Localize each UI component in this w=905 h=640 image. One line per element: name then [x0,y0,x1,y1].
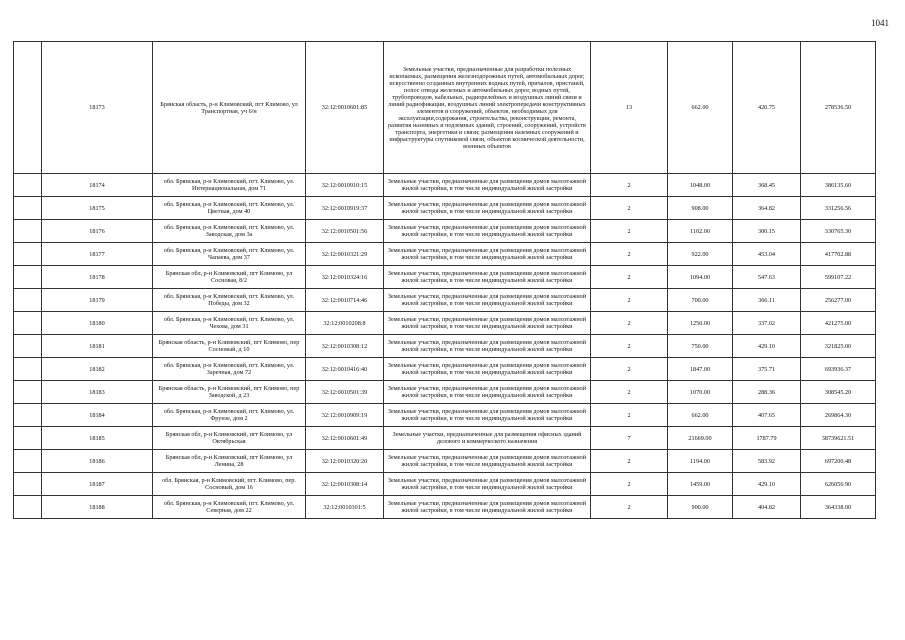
blank-cell [14,381,42,404]
address-cell: обл. Брянская, р-н Климовский, пгт. Климово, ул. Интернациональная, дом 71 [153,174,306,197]
table-row [14,42,876,174]
land-use-cell: Земельные участки, предназначенные для размещения домов малоэтажной жилой застройки, в том числе индивидуальной жилой застройки [384,450,591,473]
cadastral-number-cell: 32:12:0010501:39 [306,381,384,404]
area-cell: 1070.00 [668,381,733,404]
cadastral-number-cell: 32:12:0010919:37 [306,197,384,220]
area-cell: 1459.00 [668,473,733,496]
specific-value-cell: 583.92 [733,450,801,473]
address-cell: обл. Брянская, р-н Климовский, пгт. Климово, пер. Сосновый, дом 16 [153,473,306,496]
row-number-cell: 18184 [42,404,153,427]
table-row [14,243,876,266]
area-cell: 662.00 [668,404,733,427]
row-number-cell: 18174 [42,174,153,197]
address-cell: Брянская область, р-н Климовский, пгт Климово, пер Сосновый, д 10 [153,335,306,358]
specific-value-cell: 337.02 [733,312,801,335]
address-cell: обл. Брянская, р-н Климовский, пгт. Климово, ул. Заводская, дом 3а [153,220,306,243]
row-number-cell: 18178 [42,266,153,289]
row-number-cell: 18176 [42,220,153,243]
cadastral-value-cell: 599107.22 [801,266,876,289]
address-cell: обл. Брянская, р-н Климовский, пгт. Климово, ул. Заречная, дом 72 [153,358,306,381]
group-cell: 2 [591,496,668,519]
address-cell: Брянская обл, р-н Климовский, пгт Климово, ул Ленина, 28 [153,450,306,473]
land-use-cell: Земельные участки, предназначенные для размещения домов малоэтажной жилой застройки, в том числе индивидуальной жилой застройки [384,312,591,335]
row-number-cell: 18173 [42,42,153,174]
address-cell: Брянская область, р-н Климовский, пгт Климово, ул Транспортная, уч 6/н [153,42,306,174]
specific-value-cell: 429.10 [733,473,801,496]
table-row [14,197,876,220]
cadastral-number-cell: 32:12:0010308:14 [306,473,384,496]
land-use-cell: Земельные участки, предназначенные для размещения офисных зданий делового и коммерческого назначения [384,427,591,450]
area-cell: 1094.00 [668,266,733,289]
group-cell: 2 [591,450,668,473]
group-cell: 2 [591,289,668,312]
group-cell: 2 [591,243,668,266]
area-cell: 662.00 [668,42,733,174]
row-number-cell: 18183 [42,381,153,404]
cadastral-value-cell: 331256.56 [801,197,876,220]
cadastral-value-cell: 417702.88 [801,243,876,266]
cadastral-value-cell: 697200.48 [801,450,876,473]
specific-value-cell: 453.04 [733,243,801,266]
row-number-cell: 18188 [42,496,153,519]
table-row [14,450,876,473]
blank-cell [14,174,42,197]
cadastral-number-cell: 32:12:0010714:46 [306,289,384,312]
address-cell: обл. Брянская, р-н Климовский, пгт. Климово, ул. Цветная, дом 40 [153,197,306,220]
land-use-cell: Земельные участки, предназначенные для размещения домов малоэтажной жилой застройки, в том числе индивидуальной жилой застройки [384,289,591,312]
row-number-cell: 18186 [42,450,153,473]
group-cell: 2 [591,197,668,220]
cadastral-value-table [13,41,876,519]
cadastral-number-cell: 32:12:0010909:19 [306,404,384,427]
land-use-cell: Земельные участки, предназначенные для размещения домов малоэтажной жилой застройки, в том числе индивидуальной жилой застройки [384,197,591,220]
cadastral-number-cell: 32:12:0010301:5 [306,496,384,519]
specific-value-cell: 420.75 [733,42,801,174]
land-use-cell: Земельные участки, предназначенные для размещения домов малоэтажной жилой застройки, в том числе индивидуальной жилой застройки [384,174,591,197]
area-cell: 1102.00 [668,220,733,243]
table-row [14,404,876,427]
blank-cell [14,289,42,312]
address-cell: обл. Брянская, р-н Климовский, пгт. Климово, ул. Чехова, дом 31 [153,312,306,335]
cadastral-value-cell: 256277.00 [801,289,876,312]
cadastral-value-cell: 269864.30 [801,404,876,427]
row-number-cell: 18177 [42,243,153,266]
cadastral-value-cell: 693936.37 [801,358,876,381]
blank-cell [14,312,42,335]
land-use-cell: Земельные участки, предназначенные для размещения домов малоэтажной жилой застройки, в том числе индивидуальной жилой застройки [384,496,591,519]
blank-cell [14,427,42,450]
row-number-cell: 18182 [42,358,153,381]
cadastral-value-cell: 330765.30 [801,220,876,243]
cadastral-number-cell: 32:12:0010416:40 [306,358,384,381]
blank-cell [14,404,42,427]
table-row [14,427,876,450]
table-row [14,174,876,197]
area-cell: 21669.00 [668,427,733,450]
specific-value-cell: 1787.79 [733,427,801,450]
group-cell: 2 [591,473,668,496]
table-row [14,220,876,243]
address-cell: обл. Брянская, р-н Климовский, пгт. Климово, ул. Северная, дом 22 [153,496,306,519]
address-cell: Брянская обл, р-н Климовский, пгт Климово, ул Октябрьская [153,427,306,450]
land-use-cell: Земельные участки, предназначенные для размещения домов малоэтажной жилой застройки, в том числе индивидуальной жилой застройки [384,335,591,358]
address-cell: Брянская обл, р-н Климовский, пгт Климово, ул Сосновая, 8/2 [153,266,306,289]
cadastral-number-cell: 32:12:0010208:8 [306,312,384,335]
cadastral-number-cell: 32:12:0010910:15 [306,174,384,197]
blank-cell [14,243,42,266]
group-cell: 13 [591,42,668,174]
table-row [14,312,876,335]
blank-cell [14,266,42,289]
address-cell: обл. Брянская, р-н Климовский, пгт. Климово, ул. Фрунзе, дом 2 [153,404,306,427]
blank-cell [14,197,42,220]
blank-cell [14,42,42,174]
land-use-cell: Земельные участки, предназначенные для размещения домов малоэтажной жилой застройки, в том числе индивидуальной жилой застройки [384,473,591,496]
table-row [14,266,876,289]
table-row [14,358,876,381]
group-cell: 2 [591,381,668,404]
group-cell: 2 [591,358,668,381]
specific-value-cell: 547.63 [733,266,801,289]
cadastral-value-cell: 386135.60 [801,174,876,197]
cadastral-value-cell: 308545.20 [801,381,876,404]
group-cell: 2 [591,312,668,335]
specific-value-cell: 364.82 [733,197,801,220]
cadastral-number-cell: 32:12:0010308:12 [306,335,384,358]
group-cell: 2 [591,335,668,358]
specific-value-cell: 429.10 [733,335,801,358]
blank-cell [14,473,42,496]
specific-value-cell: 288.36 [733,381,801,404]
blank-cell [14,358,42,381]
land-use-cell: Земельные участки, предназначенные для размещения домов малоэтажной жилой застройки, в том числе индивидуальной жилой застройки [384,404,591,427]
row-number-cell: 18181 [42,335,153,358]
blank-cell [14,220,42,243]
blank-cell [14,335,42,358]
address-cell: обл. Брянская, р-н Климовский, пгт. Климово, ул. Победы, дом 32 [153,289,306,312]
area-cell: 700.00 [668,289,733,312]
row-number-cell: 18179 [42,289,153,312]
area-cell: 1194.00 [668,450,733,473]
address-cell: Брянская область, р-н Климовский, пгт Климово, пер Заводской, д 23 [153,381,306,404]
land-use-cell: Земельные участки, предназначенные для размещения домов малоэтажной жилой застройки, в том числе индивидуальной жилой застройки [384,358,591,381]
cadastral-value-cell: 38739621.51 [801,427,876,450]
area-cell: 1250.00 [668,312,733,335]
area-cell: 1048.00 [668,174,733,197]
cadastral-value-cell: 321825.00 [801,335,876,358]
blank-cell [14,496,42,519]
address-cell: обл. Брянская, р-н Климовский, пгт. Климово, ул. Чапаева, дом 37 [153,243,306,266]
table-row [14,496,876,519]
cadastral-value-cell: 421275.00 [801,312,876,335]
specific-value-cell: 368.45 [733,174,801,197]
cadastral-value-cell: 278536.50 [801,42,876,174]
land-use-cell: Земельные участки, предназначенные для размещения домов малоэтажной жилой застройки, в том числе индивидуальной жилой застройки [384,243,591,266]
area-cell: 922.00 [668,243,733,266]
specific-value-cell: 404.82 [733,496,801,519]
cadastral-value-cell: 626056.90 [801,473,876,496]
row-number-cell: 18175 [42,197,153,220]
land-use-cell: Земельные участки, предназначенные для размещения домов малоэтажной жилой застройки, в том числе индивидуальной жилой застройки [384,381,591,404]
group-cell: 2 [591,404,668,427]
table-row [14,473,876,496]
land-use-cell: Земельные участки, предназначенные для разработки полезных ископаемых, размещения железнодорожных путей, автомобильных дорог, искусственно созданных внутренних водных путей, причалов, пристаней, полос отвода железных и автомобильных дорог, водных путей, трубопроводов, кабельных, радиорелейных и воздушных линий связи и линий радиофикации, воздушных линий электропередачи конструктивных элементов и сооружений, объектов, необходимых для эксплуатации,содержания, строительства, реконструкции, ремонта, развития наземных и подземных зданий, строений, сооружений, устройств транспорта, энергетики и связи; размещения наземных сооружений и инфраструктуры спутниковой связи, объектов космической деятельности, военных объектов [384,42,591,174]
row-number-cell: 18185 [42,427,153,450]
table-row [14,381,876,404]
table-row [14,289,876,312]
group-cell: 2 [591,266,668,289]
blank-cell [14,450,42,473]
specific-value-cell: 300.15 [733,220,801,243]
table-row [14,335,876,358]
area-cell: 900.00 [668,496,733,519]
table-body [14,42,876,519]
specific-value-cell: 375.71 [733,358,801,381]
row-number-cell: 18180 [42,312,153,335]
area-cell: 908.00 [668,197,733,220]
cadastral-number-cell: 32:12:0010501:56 [306,220,384,243]
land-use-cell: Земельные участки, предназначенные для размещения домов малоэтажной жилой застройки, в том числе индивидуальной жилой застройки [384,266,591,289]
area-cell: 1847.00 [668,358,733,381]
group-cell: 2 [591,220,668,243]
row-number-cell: 18187 [42,473,153,496]
group-cell: 7 [591,427,668,450]
group-cell: 2 [591,174,668,197]
cadastral-value-cell: 364338.00 [801,496,876,519]
cadastral-number-cell: 32:12:0010601:85 [306,42,384,174]
cadastral-number-cell: 32:12:0010601:49 [306,427,384,450]
page-number: 1041 [871,18,889,28]
area-cell: 750.00 [668,335,733,358]
specific-value-cell: 407.65 [733,404,801,427]
land-use-cell: Земельные участки, предназначенные для размещения домов малоэтажной жилой застройки, в том числе индивидуальной жилой застройки [384,220,591,243]
specific-value-cell: 366.11 [733,289,801,312]
cadastral-number-cell: 32:12:0010324:16 [306,266,384,289]
cadastral-number-cell: 32:12:0010320:20 [306,450,384,473]
cadastral-number-cell: 32:12:0010321:29 [306,243,384,266]
